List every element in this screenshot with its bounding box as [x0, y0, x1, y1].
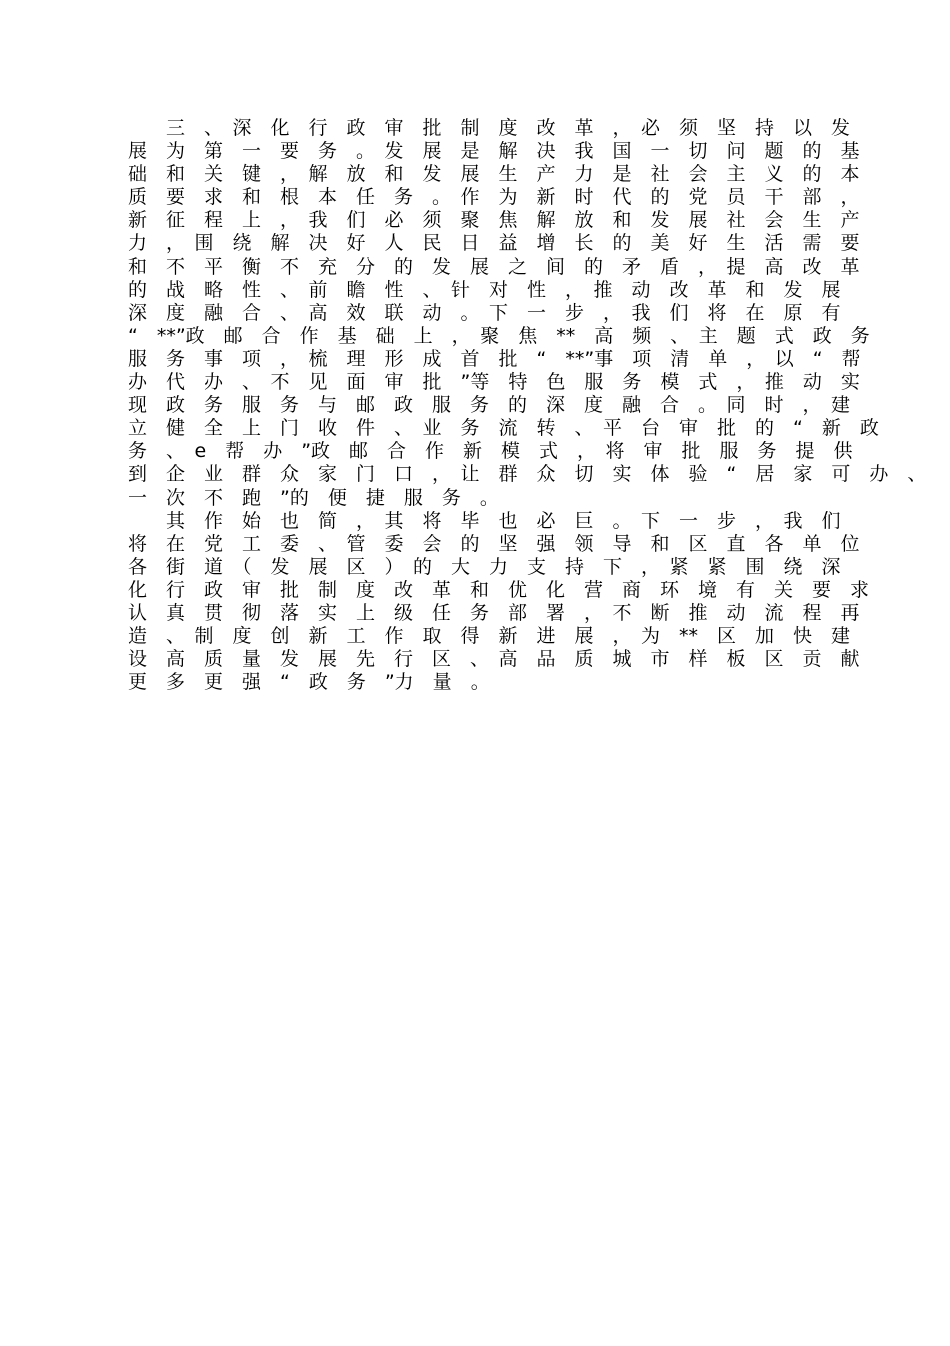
text-line: 一 次 不 跑 ”的 便 捷 服 务 。: [128, 486, 499, 509]
text-line: 造 、 制 度 创 新 工 作 取 得 新 进 展 ， 为 ** 区 加 快 建: [128, 625, 851, 648]
text-line: 三 、 深 化 行 政 审 批 制 度 改 革 ， 必 须 坚 持 以 发: [128, 117, 851, 139]
text-line: 各 街 道 （ 发 展 区 ） 的 大 力 支 持 下 ， 紧 紧 围 绕 深: [128, 555, 841, 578]
text-line: 将 在 党 工 委 、 管 委 会 的 坚 强 领 导 和 区 直 各 单 位: [128, 532, 860, 555]
text-line: 务 、 e 帮 办 ”政 邮 合 作 新 模 式 ， 将 审 批 服 务 提 供: [128, 440, 853, 463]
text-line: 更 多 更 强 “ 政 务 ”力 量 。: [128, 671, 490, 694]
text-line: 础 和 关 键 ， 解 放 和 发 展 生 产 力 是 社 会 主 义 的 本: [128, 163, 860, 186]
text-line: 质 要 求 和 根 本 任 务 。 作 为 新 时 代 的 党 员 干 部 ，: [128, 186, 860, 209]
text-line: “ **”政 邮 合 作 基 础 上 ， 聚 焦 ** 高 频 、 主 题 式 政 务: [128, 324, 870, 347]
paragraph: [128, 117, 927, 510]
text-line: 办 代 办 、 不 见 面 审 批 ”等 特 色 服 务 模 式 ， 推 动 实: [128, 371, 860, 394]
document-body: [128, 117, 927, 694]
text-line: 其 作 始 也 简 ， 其 将 毕 也 必 巨 。 下 一 步 ， 我 们: [128, 509, 841, 532]
text-line: 设 高 质 量 发 展 先 行 区 、 高 品 质 城 市 样 板 区 贡 献: [128, 648, 860, 671]
text-line: 力 ， 围 绕 解 决 好 人 民 日 益 增 长 的 美 好 生 活 需 要: [128, 232, 860, 255]
text-line: 深 度 融 合 、 高 效 联 动 。 下 一 步 ， 我 们 将 在 原 有: [128, 301, 841, 324]
text-line: 到 企 业 群 众 家 门 口 ， 让 群 众 切 实 体 验 “ 居 家 可 办 、: [128, 463, 927, 486]
text-line: 服 务 事 项 ， 梳 理 形 成 首 批 “ **”事 项 清 单 ， 以 “ 帮: [128, 347, 861, 370]
text-line: 新 征 程 上 ， 我 们 必 须 聚 焦 解 放 和 发 展 社 会 生 产: [128, 209, 860, 232]
text-line: 展 为 第 一 要 务 。 发 展 是 解 决 我 国 一 切 问 题 的 基: [128, 140, 860, 163]
text-line: 和 不 平 衡 不 充 分 的 发 展 之 间 的 矛 盾 ， 提 高 改 革: [128, 255, 860, 278]
text-line: 认 真 贯 彻 落 实 上 级 任 务 部 署 ， 不 断 推 动 流 程 再: [128, 601, 860, 624]
text-line: 化 行 政 审 批 制 度 改 革 和 优 化 营 商 环 境 有 关 要 求: [128, 578, 870, 601]
text-line: 的 战 略 性 、 前 瞻 性 、 针 对 性 ， 推 动 改 革 和 发 展: [128, 278, 841, 301]
text-line: 立 健 全 上 门 收 件 、 业 务 流 转 、 平 台 审 批 的 “ 新 政: [128, 417, 879, 440]
paragraph: [128, 509, 870, 695]
text-line: 现 政 务 服 务 与 邮 政 服 务 的 深 度 融 合 。 同 时 ， 建: [128, 394, 851, 417]
